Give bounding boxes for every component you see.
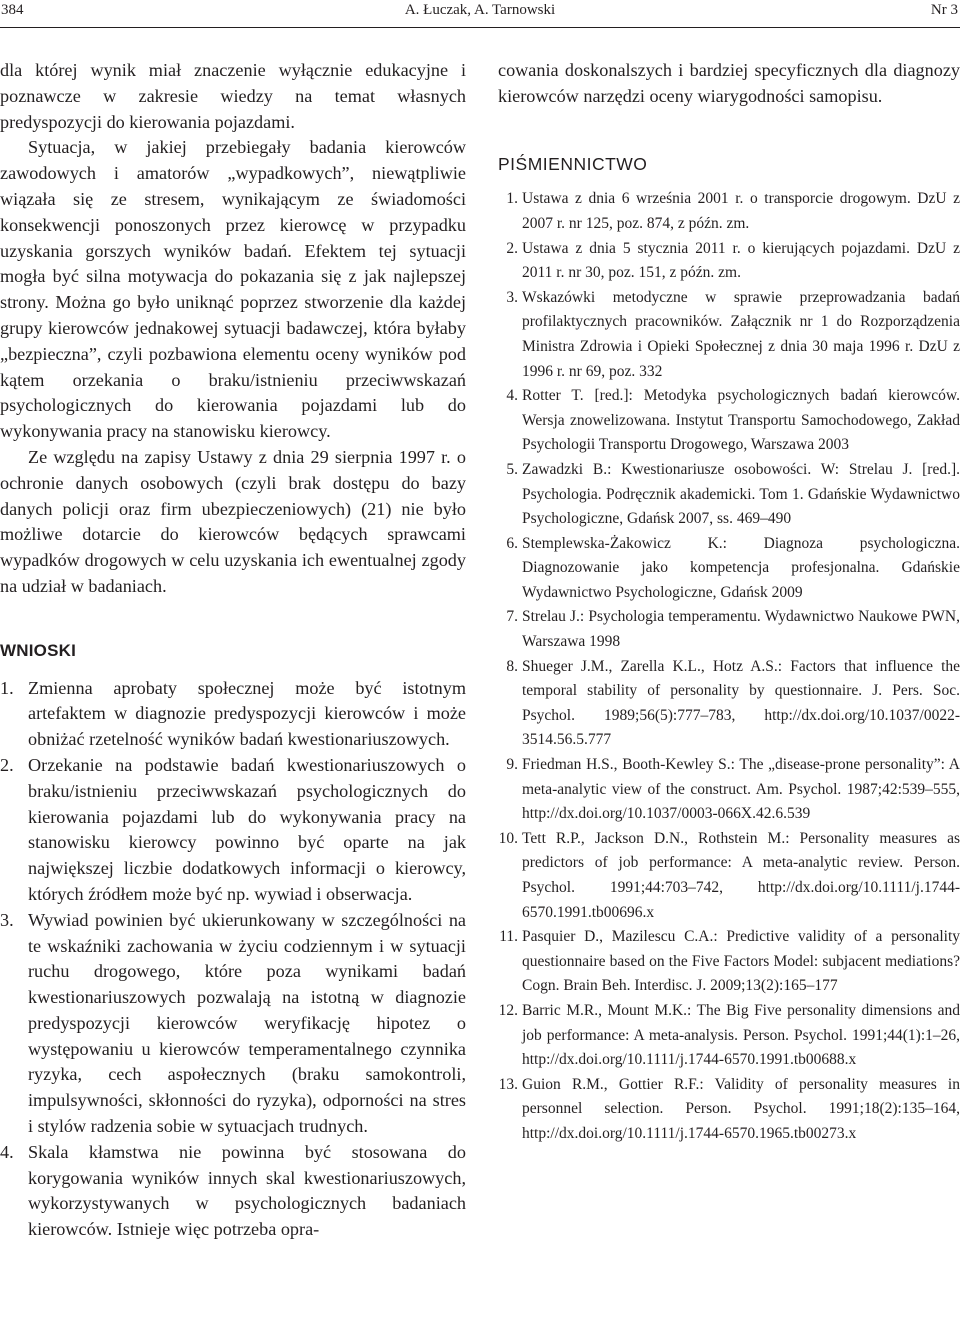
reference-number: 12. <box>498 1001 518 1019</box>
right-column <box>498 58 960 1147</box>
item-text: Orzekanie na podstawie badań kwestionariuszowych o braku/istnieniu przeciwwskazań psychologicznych do kierowania pojazdami lub do wykonywania pracy na stanowisku kierowcy powinno być oparte na jak największej liczbie dodatkowych informacji o kierowcy, których źródłem może być np. wywiad i obserwacja. <box>28 754 466 904</box>
paragraph: Ze względu na zapisy Ustawy z dnia 29 sierpnia 1997 r. o ochronie danych osobowych (czyli brak dostępu do bazy danych policji oraz firm ubezpieczeniowych) (21) nie było możliwe dotarcie do kierowców będących sprawcami wypadków drogowych w celu uzyskania ich ewentualnej zgody na udział w badaniach. <box>0 446 466 596</box>
reference-number: 7. <box>506 608 518 626</box>
reference-number: 6. <box>506 534 518 552</box>
reference-text: Ustawa z dnia 6 września 2001 r. o transporcie drogowym. DzU z 2007 r. nr 125, poz. 874, z późn. zm. <box>522 190 960 232</box>
reference-text: Guion R.M., Gottier R.F.: Validity of personality measures in personnel selection. Person. Psychol. 1991;18(2):135–164, http://dx.doi.org/10.1111/j.1744-6570.1965.tb00273.x <box>522 1075 960 1142</box>
references-list <box>498 187 960 1146</box>
reference-text: Friedman H.S., Booth-Kewley S.: The „disease-prone personality”: A meta-analytic view of the construct. Am. Psychol. 1987;42:539–555, http://dx.doi.org/10.1037/0003-066X.42.6.539 <box>522 756 960 823</box>
reference-item <box>498 925 960 999</box>
item-text: Skala kłamstwa nie powinna być stosowana do korygowania wyników innych skal kwestionariuszowych, wykorzystywanych w psychologicznych badaniach kierowców. Istnieje więc potrzeba opra- <box>28 1141 466 1240</box>
reference-text: Wskazówki metodyczne w sprawie przeprowadzania badań profilaktycznych pracowników. Załącznik nr 1 do Rozporządzenia Ministra Zdrowia i Opieki Społecznej z dnia 30 maja 1996 r. DzU z 1996 r. nr 69, poz. 332 <box>522 288 960 380</box>
conclusions-list <box>0 676 466 1244</box>
item-text: Wywiad powinien być ukierunkowany w szczególności na te wskaźniki zachowania w życiu codziennym i w sytuacji ruchu drogowego, które poza wynikami badań kwestionariuszowych pozwalają na istotną w diagnozie predyspozycji kierowców weryfikację hipotez o występowaniu u kierowców temperamentalnego czynnika ryzyka, cech aspołecznych (braku samokontroli, impulsywności, skłonności do ryzyka), odporności na stres i stylów radzenia sobie w sytuacjach trudnych. <box>28 909 466 1137</box>
item-number: 2. <box>0 754 14 775</box>
reference-item <box>498 187 960 236</box>
page-header <box>0 0 960 22</box>
reference-text: Rotter T. [red.]: Metodyka psychologicznych badań kierowców. Wersja znowelizowana. Instytut Transportu Samochodowego, Zakład Psychologii Transportu Drogowego, Warszawa 2003 <box>522 387 960 454</box>
paragraph: Sytuacja, w jakiej przebiegały badania kierowców zawodowych i amatorów „wypadkowych”, niewątpliwie wiązała się ze stresem, wynikającym ze świadomości konsekwencji ponoszonych przez kierowcę w przypadku uzyskania gorszych wyników badań. Efektem tej sytuacji mogła być silna motywacja do pokazania się z jak najlepszej strony. Można go było uniknąć poprzez stworzenie dla każdej grupy kierowców jednakowej sytuacji badawczej, która byłaby „bezpieczna”, czyli pozbawiona elementu oceny wyników pod kątem orzekania o braku/istnieniu przeciwwskazań psychologicznych do kierowania pojazdami lub do wykonywania pracy na stanowisku kierowcy. <box>0 137 466 442</box>
reference-text: Shueger J.M., Zarella K.L., Hotz A.S.: Factors that influence the temporal stability of personality by questionnaire. J. Pers. Soc. Psychol. 1989;56(5):777–783, http://dx.doi.org/10.1037/0022-3514.56.5.777 <box>522 657 960 749</box>
reference-item <box>498 655 960 753</box>
reference-text: Tett R.P., Jackson D.N., Rothstein M.: Personality measures as predictors of job performance: A meta-analytic review. Person. Psychol. 1991;44:703–742, http://dx.doi.org/10.1111/j.1744-6570.1991.tb00696.x <box>522 829 960 921</box>
reference-item <box>498 827 960 925</box>
item-number: 1. <box>0 677 14 698</box>
reference-item <box>498 532 960 606</box>
reference-number: 3. <box>506 288 518 306</box>
header-rule <box>0 27 960 28</box>
reference-text: Stemplewska-Żakowicz K.: Diagnoza psychologiczna. Diagnozowanie jako kompetencja profesjonalna. Gdańskie Wydawnictwo Psychologiczne, Gdańsk 2009 <box>522 534 960 601</box>
reference-item <box>498 458 960 532</box>
reference-item <box>498 999 960 1073</box>
reference-text: Strelau J.: Psychologia temperamentu. Wydawnictwo Naukowe PWN, Warszawa 1998 <box>522 608 960 651</box>
reference-number: 1. <box>506 190 518 208</box>
list-item <box>0 676 466 753</box>
item-number: 4. <box>0 1141 14 1162</box>
reference-number: 2. <box>506 239 518 257</box>
reference-text: Barric M.R., Mount M.K.: The Big Five personality dimensions and job performance: A meta-analysis. Person. Psychol. 1991;44(1):1–26, http://dx.doi.org/10.1111/j.1744-6570.1991.tb00688.x <box>522 1001 960 1069</box>
paragraph: cowania doskonalszych i bardziej specyficznych dla diagnozy kierowców narzędzi oceny wiarygodności samopisu. <box>498 60 960 106</box>
reference-item <box>498 1073 960 1147</box>
reference-text: Ustawa z dnia 5 stycznia 2011 r. o kierujących pojazdami. DzU z 2011 r. nr 30, poz. 151, z późn. zm. <box>522 239 960 282</box>
issue-number: Nr 3 <box>930 2 958 18</box>
conclusions-heading: WNIOSKI <box>0 640 77 660</box>
reference-item <box>498 286 960 384</box>
reference-text: Pasquier D., Mazilescu C.A.: Predictive validity of a personality questionnaire based on the Five Factors Model: subjacent mediations? Cogn. Brain Beh. Interdisc. J. 2009;13(2):165–177 <box>522 928 960 995</box>
item-text: Zmienna aprobaty społecznej może być istotnym artefaktem w diagnozie predyspozycji kierowców i może obniżać rzetelność wyników badań kwestionariuszowych. <box>28 677 466 750</box>
running-head-authors: A. Łuczak, A. Tarnowski <box>404 2 556 18</box>
list-item <box>0 753 466 908</box>
reference-number: 11. <box>499 928 518 946</box>
reference-number: 8. <box>506 657 518 675</box>
reference-number: 4. <box>506 387 518 405</box>
reference-number: 5. <box>506 460 518 478</box>
item-number: 3. <box>0 909 14 930</box>
reference-item <box>498 753 960 827</box>
reference-item <box>498 384 960 458</box>
list-item <box>0 908 466 1140</box>
list-item <box>0 1140 466 1243</box>
reference-text: Zawadzki B.: Kwestionariusze osobowości. W: Strelau J. [red.]. Psychologia. Podręcznik akademicki. Tom 1. Gdańskie Wydawnictwo Psychologiczne, Gdańsk 2007, ss. 469–490 <box>522 460 960 528</box>
paragraph: dla której wynik miał znaczenie wyłącznie edukacyjne i poznawcze w zakresie wiedzy na temat własnych predyspozycji do kierowania pojazdami. <box>0 60 466 132</box>
reference-item <box>498 237 960 286</box>
references-heading: PIŚMIENNICTWO <box>498 153 648 174</box>
reference-number: 9. <box>506 756 518 774</box>
reference-number: 13. <box>498 1075 518 1093</box>
reference-number: 10. <box>498 829 518 847</box>
reference-item <box>498 605 960 654</box>
page-number: 384 <box>1 2 24 18</box>
left-column <box>0 58 466 1243</box>
